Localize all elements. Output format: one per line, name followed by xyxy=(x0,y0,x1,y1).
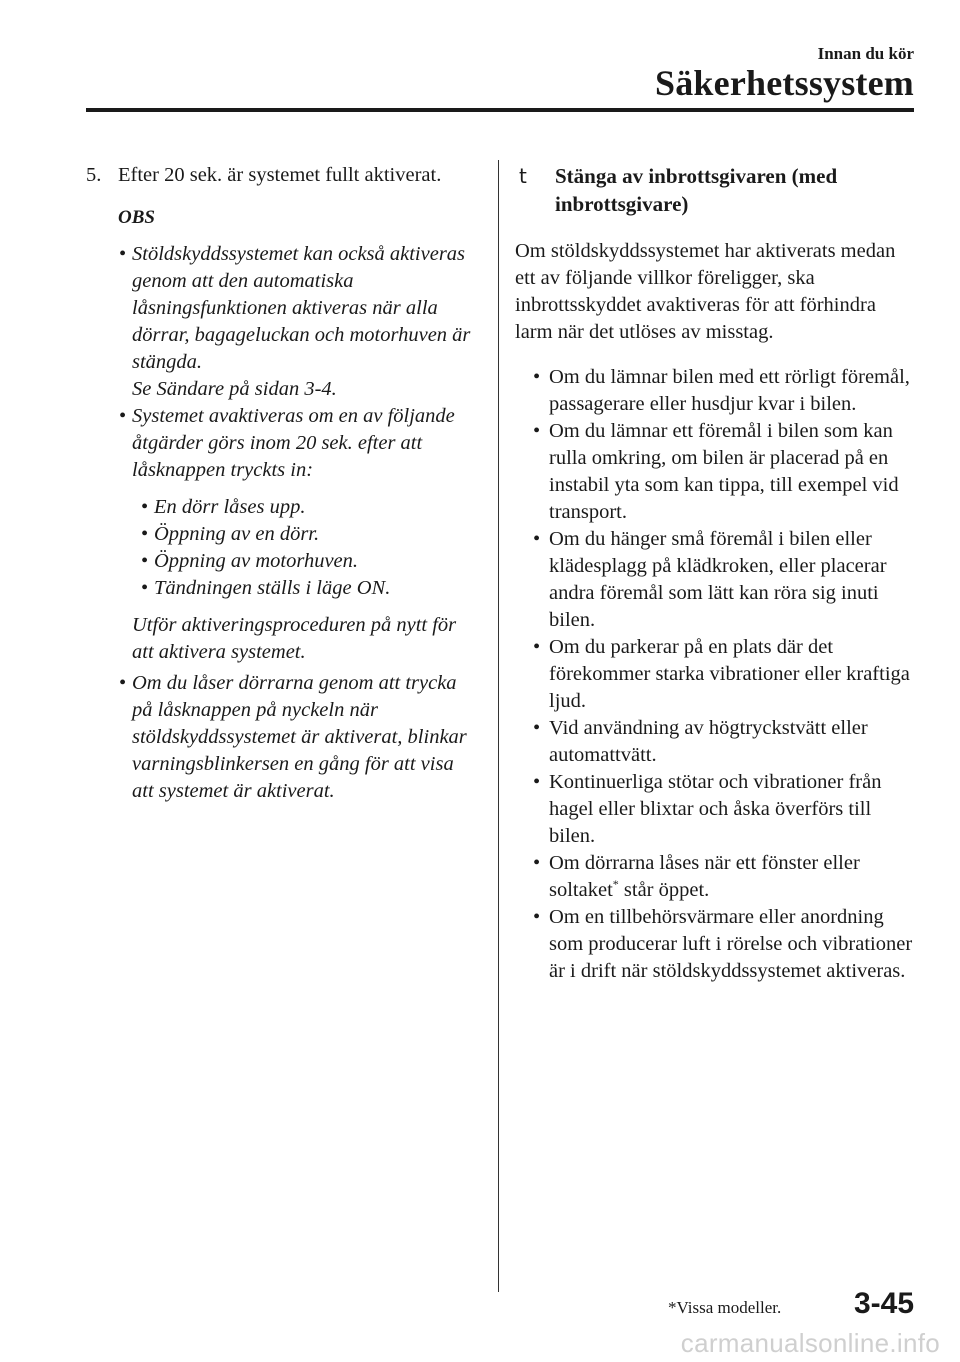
note-text-1: Stöldskyddssystemet kan också aktiveras genom att den automatiska låsningsfunktionen aktiveras när alla dörrar, bagageluckan och motorhuven är stängda. xyxy=(132,243,471,373)
condition-text: Om du parkerar på en plats där det förekommer starka vibrationer eller kraftiga ljud. xyxy=(549,636,910,712)
bullet-icon: • xyxy=(533,420,541,442)
condition-item xyxy=(531,769,915,850)
note-heading: OBS xyxy=(118,207,155,228)
condition-item xyxy=(531,904,915,985)
bullet-icon: • xyxy=(141,496,149,518)
note-after-2: Utför aktiveringsproceduren på nytt för att aktivera systemet. xyxy=(132,614,457,663)
sub-item xyxy=(132,548,478,575)
note-item-3 xyxy=(118,670,478,805)
step-text: Efter 20 sek. är systemet fullt aktiverat. xyxy=(118,164,442,186)
note-text-3: Om du låser dörrarna genom att trycka på låsknappen på nyckeln när stöldskyddssystemet är aktiverat, blinkar varningsblinkersen en gång för att visa att systemet är aktiverat. xyxy=(132,672,467,802)
note-item-2 xyxy=(118,403,478,666)
bullet-icon: • xyxy=(533,528,541,550)
right-column xyxy=(515,162,915,985)
bullet-icon: • xyxy=(119,243,127,265)
header-section: Innan du kör xyxy=(817,44,914,63)
condition-item xyxy=(531,418,915,526)
condition-item xyxy=(531,715,915,769)
condition-item xyxy=(531,364,915,418)
watermark: carmanualsonline.info xyxy=(680,1328,940,1358)
column-divider xyxy=(498,160,499,1292)
bullet-icon: • xyxy=(119,672,127,694)
sub-item-text: Öppning av en dörr. xyxy=(154,523,320,545)
bullet-icon: • xyxy=(533,852,541,874)
section-title: Stänga av inbrottsgivaren (med inbrottsgivare) xyxy=(555,164,838,216)
condition-item xyxy=(531,526,915,634)
bullet-icon: • xyxy=(533,906,541,928)
sub-item-text: En dörr låses upp. xyxy=(154,496,306,518)
condition-text: Om du lämnar bilen med ett rörligt föremål, passagerare eller husdjur kvar i bilen. xyxy=(549,366,910,415)
note-text-2: Systemet avaktiveras om en av följande åtgärder görs inom 20 sek. efter att låsknappen tryckts in: xyxy=(132,405,455,481)
condition-list xyxy=(531,364,915,985)
condition-item-sunroof xyxy=(531,850,915,904)
footnote-mark: * xyxy=(612,877,619,892)
step-5 xyxy=(86,162,478,189)
note-list xyxy=(118,241,478,805)
left-column xyxy=(86,162,478,805)
sub-item-text: Tändningen ställs i läge ON. xyxy=(154,577,391,599)
note-ref-1: Se Sändare på sidan 3-4. xyxy=(132,378,337,400)
page-title: Säkerhetssystem xyxy=(655,63,914,103)
bullet-icon: • xyxy=(533,636,541,658)
sub-list xyxy=(132,494,478,602)
step-number: 5. xyxy=(86,164,102,186)
bullet-icon: • xyxy=(141,577,149,599)
condition-text-end: står öppet. xyxy=(618,879,710,901)
bullet-icon: • xyxy=(533,717,541,739)
bullet-icon: • xyxy=(533,366,541,388)
section-heading xyxy=(515,162,915,218)
condition-item xyxy=(531,634,915,715)
bullet-icon: • xyxy=(141,550,149,572)
bullet-icon: • xyxy=(533,771,541,793)
condition-text: Om en tillbehörsvärmare eller anordning som producerar luft i rörelse och vibrationer är i drift när stöldskyddssystemet aktiveras. xyxy=(549,906,913,982)
intro-paragraph: Om stöldskyddssystemet har aktiverats medan ett av följande villkor föreligger, ska inbrottsskyddet avaktiveras för att förhindra larm när det utlöses av misstag. xyxy=(515,240,896,343)
sub-item xyxy=(132,575,478,602)
sub-item xyxy=(132,494,478,521)
header-rule xyxy=(86,108,914,112)
section-marker-icon: t xyxy=(519,164,527,188)
sub-item xyxy=(132,521,478,548)
condition-text: Om dörrarna låses när ett fönster eller soltaket xyxy=(549,852,860,901)
page-number: 3-45 xyxy=(853,1287,914,1320)
condition-text: Kontinuerliga stötar och vibrationer från hagel eller blixtar och åska överförs till bilen. xyxy=(549,771,882,847)
condition-text: Om du hänger små föremål i bilen eller klädesplagg på klädkroken, eller placerar andra föremål som lätt kan röra sig inuti bilen. xyxy=(549,528,887,631)
sub-item-text: Öppning av motorhuven. xyxy=(154,550,359,572)
bullet-icon: • xyxy=(141,523,149,545)
condition-text: Vid användning av högtryckstvätt eller automattvätt. xyxy=(549,717,868,766)
footnote: *Vissa modeller. xyxy=(668,1298,782,1317)
note-item-1 xyxy=(118,241,478,403)
condition-text: Om du lämnar ett föremål i bilen som kan rulla omkring, om bilen är placerad på en instabil yta som kan tippa, till exempel vid transport. xyxy=(549,420,899,523)
bullet-icon: • xyxy=(119,405,127,427)
